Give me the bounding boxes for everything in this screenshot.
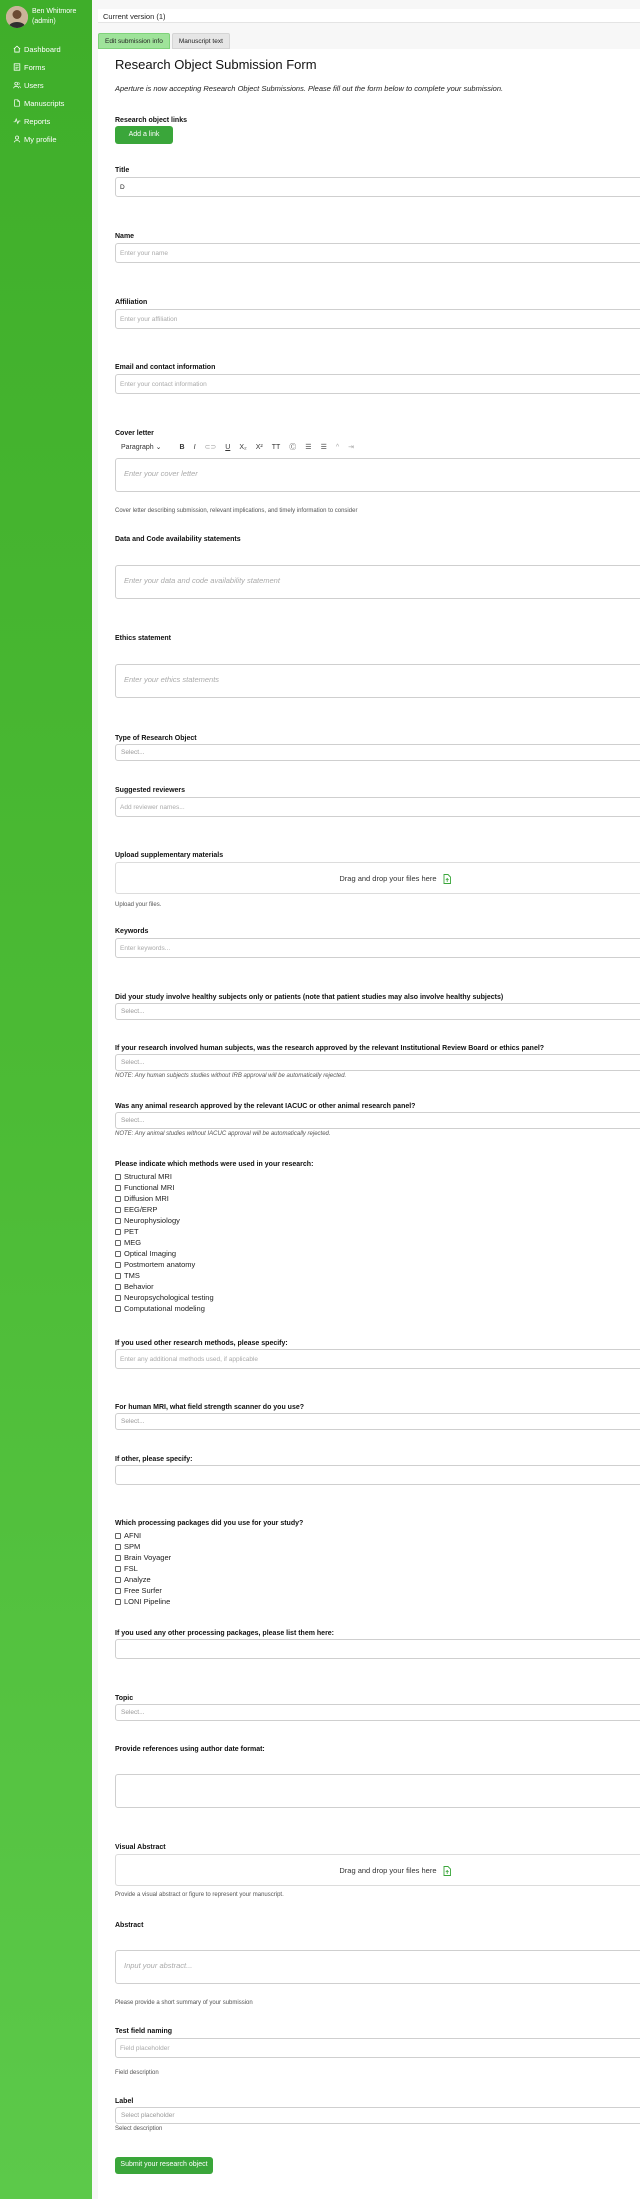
- visual-abstract-help: Provide a visual abstract or figure to represent your manuscript.: [115, 1892, 284, 1898]
- abstract-label: Abstract: [115, 1922, 144, 1929]
- submission-form: [98, 49, 640, 2199]
- reviewers-input[interactable]: Add reviewer names...: [115, 797, 640, 817]
- version-bar: Current version (1): [98, 9, 640, 23]
- checkbox[interactable]: [115, 1196, 121, 1202]
- method-option[interactable]: MEG: [115, 1237, 214, 1248]
- checkbox[interactable]: [115, 1229, 121, 1235]
- checkbox[interactable]: [115, 1306, 121, 1312]
- package-option[interactable]: Analyze: [115, 1574, 171, 1585]
- main-content: [92, 0, 640, 2199]
- page-title: Research Object Submission Form: [115, 57, 317, 72]
- methods-checklist: [115, 1171, 214, 1314]
- reviewers-label: Suggested reviewers: [115, 787, 186, 794]
- irb-select[interactable]: Select...: [115, 1054, 640, 1071]
- profile-icon: [13, 135, 21, 143]
- other-packages-label: If you used any other processing packages, please list them here:: [115, 1630, 335, 1637]
- type-label: Type of Research Object: [115, 735, 197, 742]
- keywords-label: Keywords: [115, 928, 149, 935]
- users-icon: [13, 81, 21, 89]
- email-label: Email and contact information: [115, 364, 216, 371]
- underline-icon[interactable]: U: [225, 443, 231, 451]
- sidebar-item-label: My profile: [24, 134, 57, 144]
- other-specify-input[interactable]: [115, 1465, 640, 1485]
- cover-letter-editor[interactable]: Enter your cover letter: [115, 458, 640, 492]
- tab-edit-submission-info[interactable]: Edit submission info: [98, 33, 170, 49]
- subscript-icon[interactable]: X₂: [239, 443, 247, 451]
- checkbox[interactable]: [115, 1295, 121, 1301]
- visual-abstract-dropzone[interactable]: Drag and drop your files here: [115, 1854, 640, 1886]
- other-packages-input[interactable]: [115, 1639, 640, 1659]
- package-option[interactable]: Brain Voyager: [115, 1552, 171, 1563]
- reports-icon: [13, 117, 21, 125]
- abstract-editor[interactable]: Input your abstract...: [115, 1950, 640, 1984]
- bold-icon[interactable]: B: [179, 443, 185, 451]
- package-option[interactable]: SPM: [115, 1541, 171, 1552]
- topic-label: Topic: [115, 1695, 134, 1702]
- checkbox[interactable]: [115, 1544, 121, 1550]
- sidebar-item-label: Users: [24, 80, 44, 90]
- method-option[interactable]: Optical Imaging: [115, 1248, 214, 1259]
- checkbox[interactable]: [115, 1566, 121, 1572]
- sidebar-item-label: Forms: [24, 62, 46, 72]
- sidebar-item-label: Manuscripts: [24, 98, 65, 108]
- file-upload-icon: [443, 1866, 451, 1876]
- visual-abstract-label: Visual Abstract: [115, 1844, 166, 1851]
- test-field-input[interactable]: Field placeholder: [115, 2038, 640, 2058]
- tab-manuscript-text[interactable]: Manuscript text: [172, 33, 230, 49]
- indent-icon[interactable]: ⇥: [348, 444, 355, 451]
- field-strength-label: For human MRI, what field strength scanner do you use?: [115, 1404, 305, 1411]
- label-select[interactable]: Select placeholder: [115, 2107, 640, 2124]
- superscript-icon[interactable]: X²: [255, 443, 263, 451]
- paragraph-dropdown[interactable]: Paragraph ⌄: [121, 444, 162, 451]
- supplementary-label: Upload supplementary materials: [115, 852, 224, 859]
- forms-icon: [13, 63, 21, 71]
- abstract-help: Please provide a short summary of your submission: [115, 2000, 253, 2006]
- type-select[interactable]: Select...: [115, 744, 640, 761]
- test-field-help: Field description: [115, 2070, 159, 2076]
- supplementary-dropzone[interactable]: Drag and drop your files here: [115, 862, 640, 894]
- affiliation-label: Affiliation: [115, 299, 148, 306]
- link-icon[interactable]: ⊂⊃: [204, 444, 217, 451]
- checkbox[interactable]: [115, 1284, 121, 1290]
- method-option[interactable]: Neurophysiology: [115, 1215, 214, 1226]
- sidebar-item-label: Reports: [24, 116, 51, 126]
- ethics-label: Ethics statement: [115, 635, 172, 642]
- editor-toolbar: [115, 441, 363, 453]
- add-link-button[interactable]: Add a link: [115, 126, 173, 144]
- affiliation-input[interactable]: Enter your affiliation: [115, 309, 640, 329]
- title-input[interactable]: D: [115, 177, 640, 197]
- cover-letter-label: Cover letter: [115, 430, 154, 437]
- checkbox[interactable]: [115, 1218, 121, 1224]
- references-label: Provide references using author date format:: [115, 1746, 265, 1753]
- availability-label: Data and Code availability statements: [115, 536, 241, 543]
- references-editor[interactable]: [115, 1774, 640, 1808]
- avatar[interactable]: [6, 6, 28, 28]
- other-methods-label: If you used other research methods, please specify:: [115, 1340, 288, 1347]
- user-info: [0, 0, 92, 34]
- lift-icon[interactable]: ^: [335, 443, 340, 451]
- method-option[interactable]: EEG/ERP: [115, 1204, 214, 1215]
- supplementary-help: Upload your files.: [115, 902, 162, 908]
- topic-select[interactable]: Select...: [115, 1704, 640, 1721]
- irb-note: NOTE: Any human subjects studies without IRB approval will be automatically rejected.: [115, 1073, 347, 1079]
- other-specify-label: If other, please specify:: [115, 1456, 193, 1463]
- availability-editor[interactable]: Enter your data and code availability statement: [115, 565, 640, 599]
- ethics-editor[interactable]: Enter your ethics statements: [115, 664, 640, 698]
- checkbox[interactable]: [115, 1588, 121, 1594]
- package-option[interactable]: LONI Pipeline: [115, 1596, 171, 1607]
- method-option[interactable]: Diffusion MRI: [115, 1193, 214, 1204]
- home-icon: [13, 45, 21, 53]
- field-strength-select[interactable]: Select...: [115, 1413, 640, 1430]
- sidebar-item-profile[interactable]: [0, 130, 92, 148]
- user-role: (admin): [32, 18, 56, 25]
- ordered-list-icon[interactable]: ☰: [305, 444, 312, 451]
- sidebar-item-reports[interactable]: [0, 112, 92, 130]
- checkbox[interactable]: [115, 1273, 121, 1279]
- iacuc-select[interactable]: Select...: [115, 1112, 640, 1129]
- package-option[interactable]: FSL: [115, 1563, 171, 1574]
- iacuc-note: NOTE: Any animal studies without IACUC approval will be automatically rejected.: [115, 1131, 331, 1137]
- sidebar-nav: [0, 40, 92, 148]
- methods-label: Please indicate which methods were used in your research:: [115, 1161, 314, 1168]
- keywords-input[interactable]: Enter keywords...: [115, 938, 640, 958]
- package-option[interactable]: Free Surfer: [115, 1585, 171, 1596]
- sidebar-item-dashboard[interactable]: [0, 40, 92, 58]
- method-option[interactable]: Functional MRI: [115, 1182, 214, 1193]
- user-name: Ben Whitmore: [32, 8, 77, 15]
- method-option[interactable]: Behavior: [115, 1281, 214, 1292]
- checkbox[interactable]: [115, 1207, 121, 1213]
- checkbox[interactable]: [115, 1533, 121, 1539]
- bullet-list-icon[interactable]: ☰: [320, 444, 327, 451]
- other-methods-input[interactable]: Enter any additional methods used, if applicable: [115, 1349, 640, 1369]
- sidebar-item-users[interactable]: [0, 76, 92, 94]
- cover-letter-help: Cover letter describing submission, relevant implications, and timely information to consider: [115, 508, 358, 514]
- submit-button[interactable]: Submit your research object: [115, 2157, 213, 2174]
- special-characters-icon[interactable]: Ⓒ: [289, 444, 297, 451]
- italic-icon[interactable]: I: [193, 443, 196, 451]
- manuscripts-icon: [13, 99, 21, 107]
- healthy-subjects-label: Did your study involve healthy subjects only or patients (note that patient studies may also involve healthy subjects): [115, 994, 504, 1001]
- title-label: Title: [115, 167, 130, 174]
- method-option[interactable]: TMS: [115, 1270, 214, 1281]
- contact-input[interactable]: Enter your contact information: [115, 374, 640, 394]
- healthy-subjects-select[interactable]: Select...: [115, 1003, 640, 1020]
- checkbox[interactable]: [115, 1262, 121, 1268]
- links-label: Research object links: [115, 117, 187, 124]
- method-option[interactable]: Postmortem anatomy: [115, 1259, 214, 1270]
- name-input[interactable]: Enter your name: [115, 243, 640, 263]
- package-option[interactable]: AFNI: [115, 1530, 171, 1541]
- sidebar-item-forms[interactable]: [0, 58, 92, 76]
- sidebar: [0, 0, 92, 2199]
- checkbox[interactable]: [115, 1555, 121, 1561]
- method-option[interactable]: Neuropsychological testing: [115, 1292, 214, 1303]
- irb-label: If your research involved human subjects, was the research approved by the relevant Institutional Review Board or ethics panel?: [115, 1045, 545, 1052]
- form-intro: Aperture is now accepting Research Object Submissions. Please fill out the form below to complete your submission.: [115, 84, 504, 93]
- iacuc-label: Was any animal research approved by the relevant IACUC or other animal research panel?: [115, 1103, 416, 1110]
- test-field-label: Test field naming: [115, 2028, 173, 2035]
- packages-label: Which processing packages did you use for your study?: [115, 1520, 304, 1527]
- tab-bar: [98, 33, 232, 49]
- name-label: Name: [115, 233, 135, 240]
- checkbox[interactable]: [115, 1577, 121, 1583]
- checkbox[interactable]: [115, 1240, 121, 1246]
- checkbox[interactable]: [115, 1185, 121, 1191]
- method-option[interactable]: PET: [115, 1226, 214, 1237]
- sidebar-item-manuscripts[interactable]: [0, 94, 92, 112]
- label-field-label: Label: [115, 2098, 134, 2105]
- sidebar-item-label: Dashboard: [24, 44, 61, 54]
- method-option[interactable]: Structural MRI: [115, 1171, 214, 1182]
- file-upload-icon: [443, 874, 451, 884]
- packages-checklist: [115, 1530, 171, 1607]
- checkbox[interactable]: [115, 1599, 121, 1605]
- text-size-icon[interactable]: TT: [271, 443, 281, 451]
- label-help: Select description: [115, 2126, 163, 2132]
- method-option[interactable]: Computational modeling: [115, 1303, 214, 1314]
- checkbox[interactable]: [115, 1251, 121, 1257]
- checkbox[interactable]: [115, 1174, 121, 1180]
